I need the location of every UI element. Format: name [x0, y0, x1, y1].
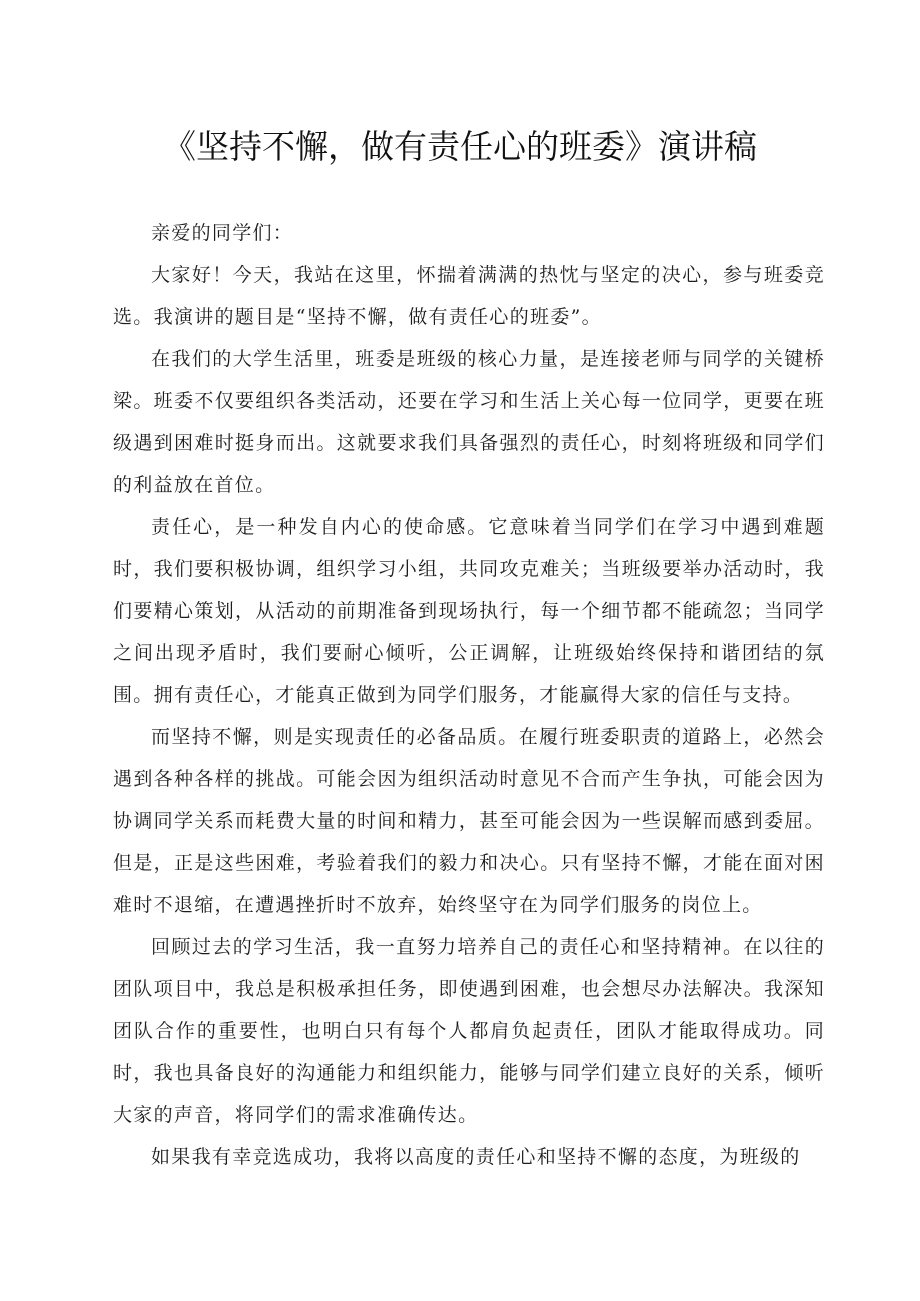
paragraph-class-committee-role: 在我们的大学生活里，班委是班级的核心力量，是连接老师与同学的关键桥梁。班委不仅要组织各类活动，还要在学习和生活上关心每一位同学，更要在班级遇到困难时挺身而出。这就要求我们具备强烈的责任心，时刻将班级和同学们的利益放在首位。 [113, 348, 825, 496]
paragraph-greeting: 大家好！今天，我站在这里，怀揣着满满的热忱与坚定的决心，参与班委竞选。我演讲的题目是“坚持不懈，做有责任心的班委”。 [113, 264, 825, 328]
document-body [113, 212, 825, 1178]
paragraph-perseverance: 而坚持不懈，则是实现责任的必备品质。在履行班委职责的道路上，必然会遇到各种各样的挑战。可能会因为组织活动时意见不合而产生争执，可能会因为协调同学关系而耗费大量的时间和精力，甚至可能会因为一些误解而感到委屈。但是，正是这些困难，考验着我们的毅力和决心。只有坚持不懈，才能在面对困难时不退缩，在遭遇挫折时不放弃，始终坚守在为同学们服务的岗位上。 [113, 726, 825, 916]
document-title: 《坚持不懈，做有责任心的班委》演讲稿 [163, 127, 757, 166]
paragraph-responsibility: 责任心，是一种发自内心的使命感。它意味着当同学们在学习中遇到难题时，我们要积极协调，组织学习小组，共同攻克难关；当班级要举办活动时，我们要精心策划，从活动的前期准备到现场执行，每一个细节都不能疏忽；当同学之间出现矛盾时，我们要耐心倾听，公正调解，让班级始终保持和谐团结的氛围。拥有责任心，才能真正做到为同学们服务，才能赢得大家的信任与支持。 [113, 516, 825, 706]
paragraph-personal-experience: 回顾过去的学习生活，我一直努力培养自己的责任心和坚持精神。在以往的团队项目中，我总是积极承担任务，即使遇到困难，也会想尽办法解决。我深知团队合作的重要性，也明白只有每个人都肩负起责任，团队才能取得成功。同时，我也具备良好的沟通能力和组织能力，能够与同学们建立良好的关系，倾听大家的声音，将同学们的需求准确传达。 [113, 936, 825, 1126]
salutation: 亲爱的同学们： [151, 222, 294, 244]
paragraph-promise: 如果我有幸竞选成功，我将以高度的责任心和坚持不懈的态度，为班级的 [151, 1146, 801, 1168]
